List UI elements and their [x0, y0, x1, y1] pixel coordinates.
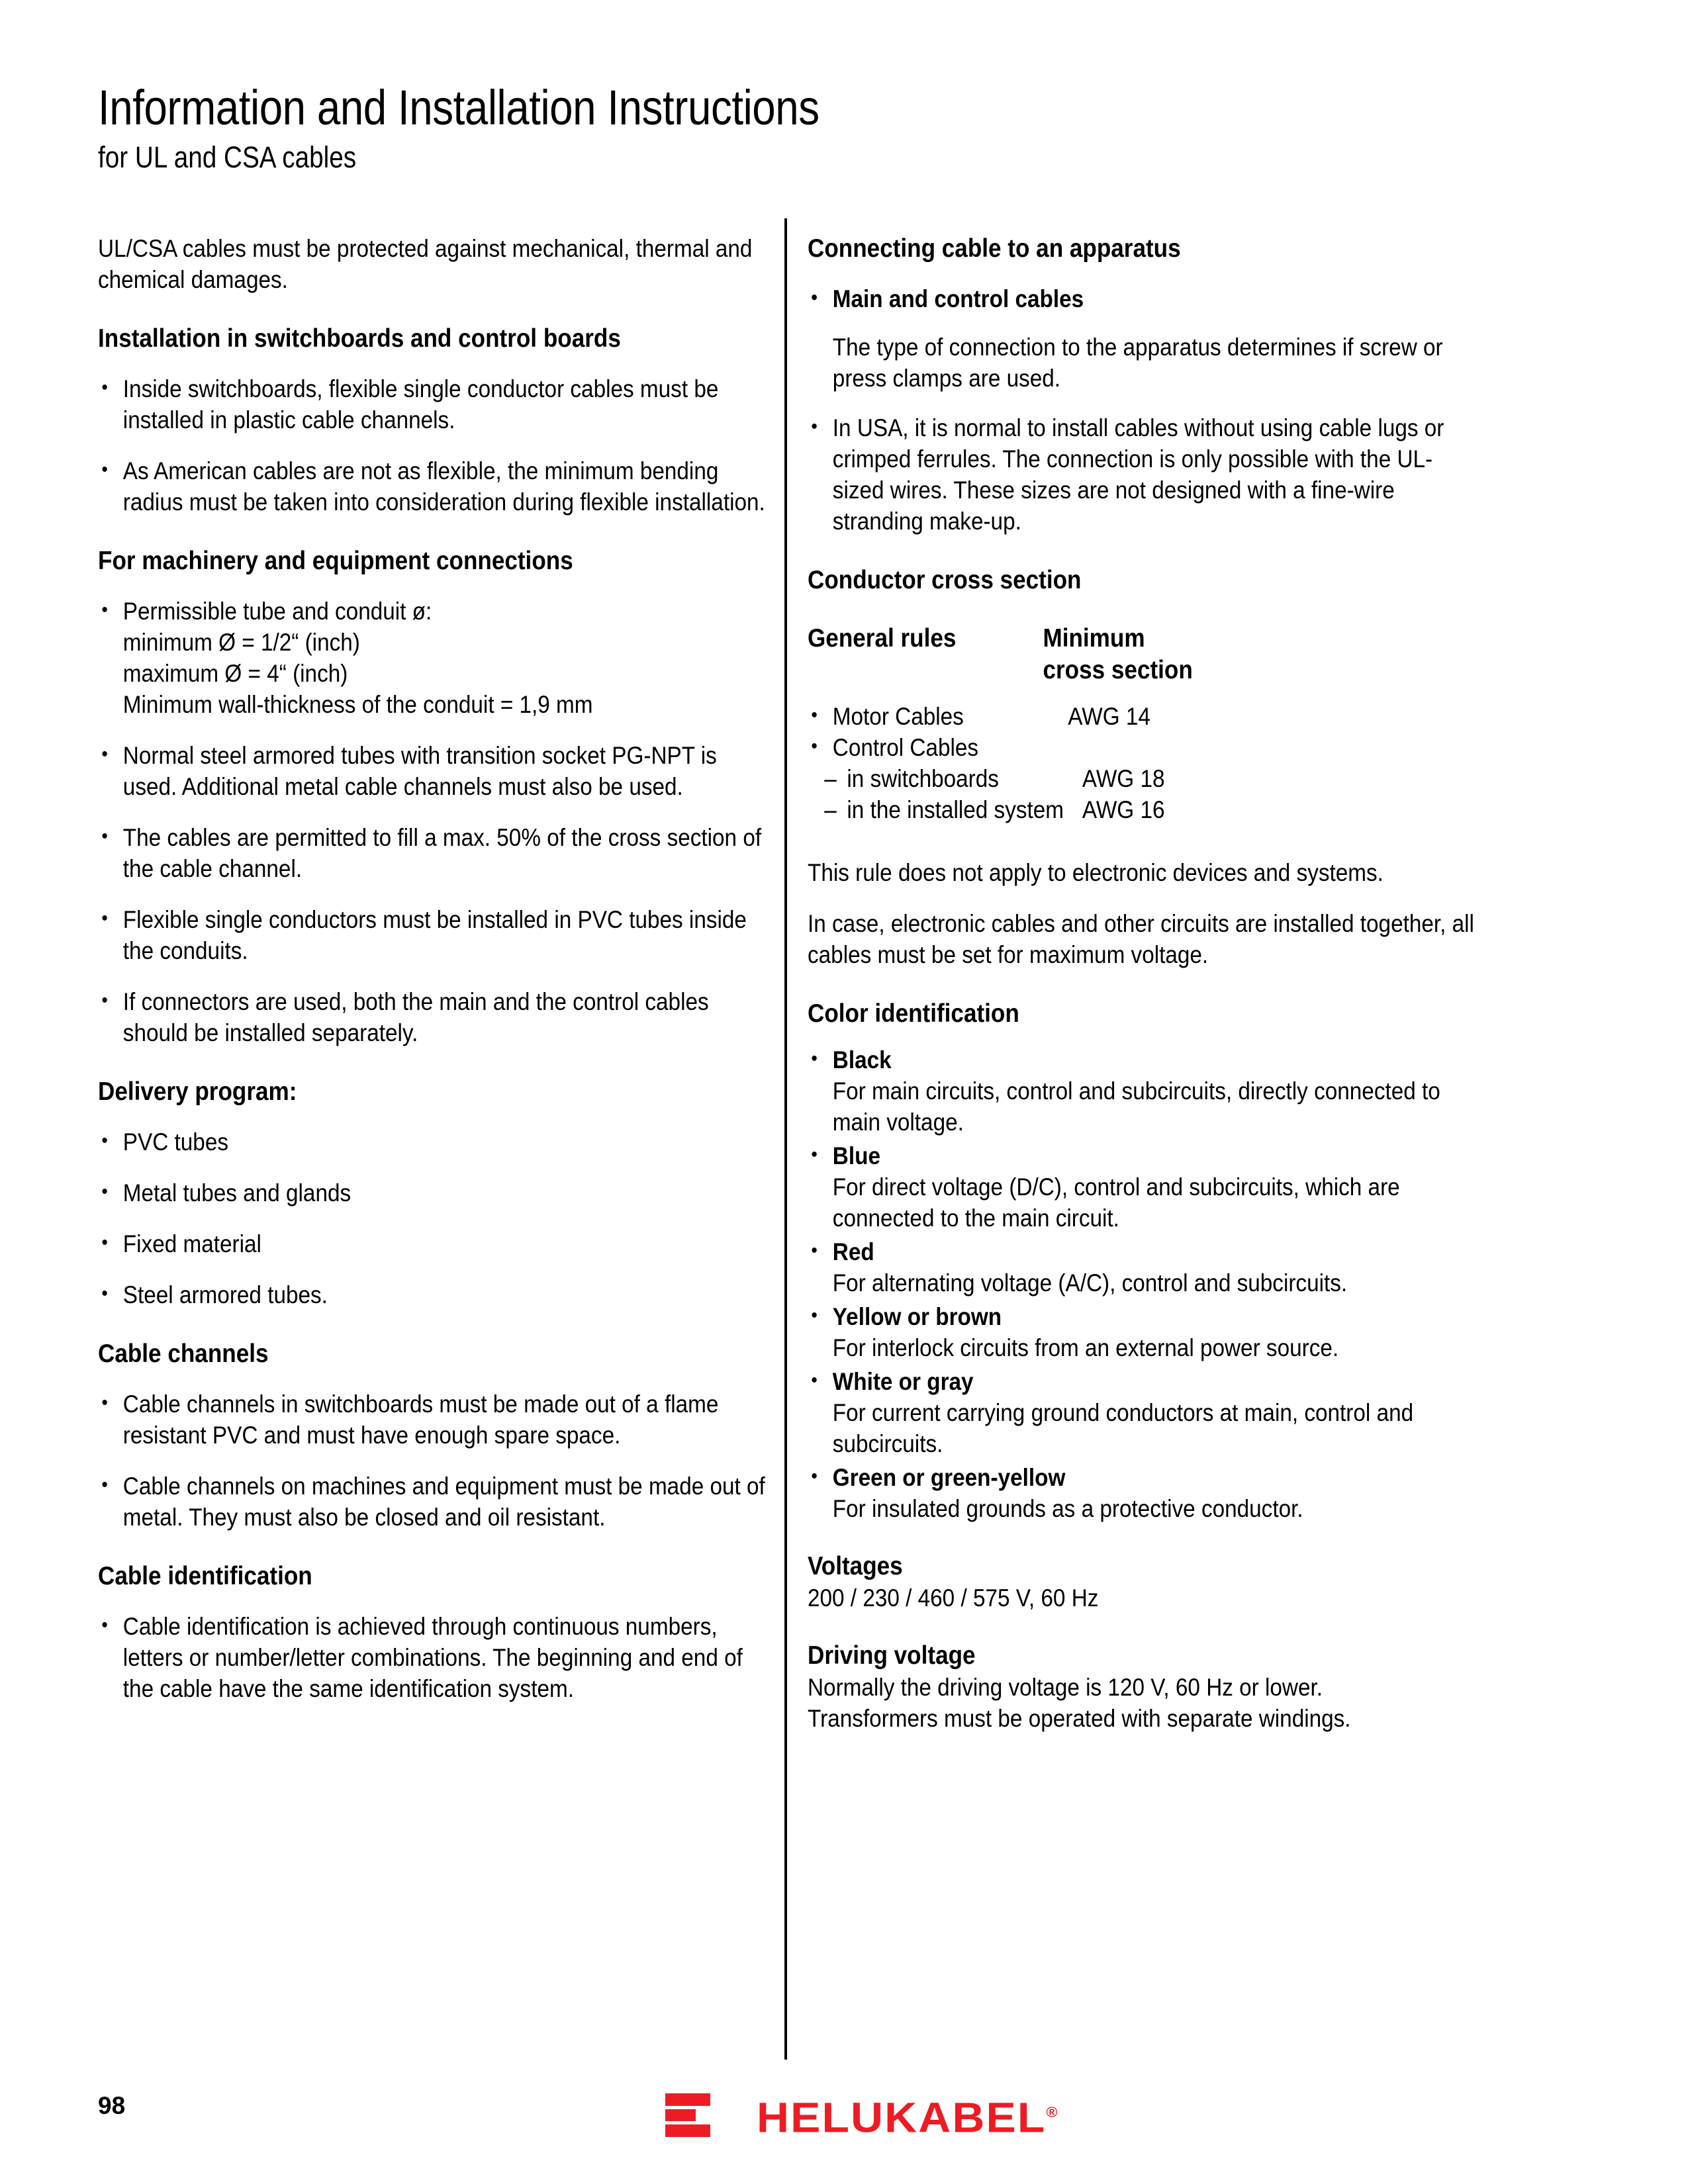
list-item: • If connectors are used, both the main and the control cables should be installed separately. [98, 986, 767, 1048]
list-item: • Fixed material [98, 1228, 767, 1259]
list-item: • Cable channels in switchboards must be made out of a flame resistant PVC and must have enough spare space. [98, 1388, 767, 1451]
brand-wordmark [757, 2091, 1058, 2142]
table-row [808, 763, 1476, 794]
list-item [808, 1044, 1476, 1138]
section-heading: Voltages [808, 1552, 903, 1580]
row-label: – in the installed system [808, 794, 1082, 825]
left-column [98, 233, 767, 1704]
row-label: – in switchboards [808, 763, 1082, 794]
column-header-minimum-cross-section [1043, 623, 1193, 686]
row-value: AWG 18 [1082, 765, 1165, 792]
registered-trademark-icon: ® [1046, 2104, 1058, 2121]
intro-paragraph: UL/CSA cables must be protected against mechanical, thermal and chemical damages. [98, 235, 753, 293]
section-heading: Cable identification [98, 1562, 312, 1590]
section-heading: For machinery and equipment connections [98, 547, 573, 575]
conduit-max-diameter: maximum Ø = 4“ (inch) [122, 660, 348, 687]
section-heading: Delivery program: [98, 1077, 297, 1106]
driving-voltage-line-2: Transformers must be operated with separate windings. [808, 1705, 1351, 1732]
section-cable-identification [98, 1561, 767, 1704]
voltages-value: 200 / 230 / 460 / 575 V, 60 Hz [808, 1584, 1099, 1612]
section-heading: Cable channels [98, 1340, 269, 1368]
helukabel-logo [665, 2090, 1058, 2142]
section-color-identification [808, 998, 1476, 1524]
color-description: For insulated grounds as a protective conductor. [832, 1495, 1303, 1522]
list-item: • In USA, it is normal to install cables without using cable lugs or crimped ferrules. The connection is only possible with the UL-sized wires. These sizes are not designed with a fine-wire stranding make-up. [808, 412, 1476, 537]
list-item: • Main and control cables [808, 283, 1476, 314]
bullet-list [98, 1126, 767, 1310]
list-item [808, 1366, 1476, 1459]
list-item: • PVC tubes [98, 1126, 767, 1158]
section-machinery-connections [98, 545, 767, 1048]
color-name: • Yellow or brown [832, 1303, 1002, 1330]
mark-bar-bottom [665, 2124, 710, 2137]
row-label: • Motor Cables [808, 701, 1068, 732]
section-driving-voltage [808, 1640, 1476, 1734]
section-heading: Conductor cross section [808, 566, 1082, 594]
color-description: For alternating voltage (A/C), control and subcircuits. [832, 1269, 1348, 1297]
list-item-label: Permissible tube and conduit ø: [122, 598, 432, 625]
column-divider [784, 218, 787, 2060]
list-item [808, 1236, 1476, 1298]
color-list [808, 1044, 1476, 1524]
table-row [808, 701, 1476, 732]
list-item: • Steel armored tubes. [98, 1279, 767, 1310]
list-item [808, 1140, 1476, 1234]
main-control-cables-body: The type of connection to the apparatus determines if screw or press clamps are used. [832, 334, 1443, 392]
header-line-1: Minimum [1043, 624, 1145, 653]
section-heading: Installation in switchboards and control boards [98, 324, 621, 353]
driving-voltage-line-1: Normally the driving voltage is 120 V, 60 Hz or lower. [808, 1674, 1323, 1701]
conduit-min-diameter: minimum Ø = 1/2“ (inch) [122, 629, 360, 656]
helukabel-mark-icon [665, 2093, 710, 2137]
section-connecting-cable [808, 233, 1476, 537]
bullet-list [808, 412, 1476, 537]
bullet-list [98, 1388, 767, 1533]
page-number: 98 [98, 2092, 126, 2119]
page-subtitle: for UL and CSA cables [98, 140, 357, 174]
cross-section-note-2: In case, electronic cables and other circuits are installed together, all cables must be set for maximum voltage. [808, 910, 1474, 968]
section-voltages [808, 1551, 1476, 1614]
row-label: • Control Cables [808, 732, 1068, 763]
color-name: • White or gray [832, 1368, 974, 1395]
color-description: For current carrying ground conductors at main, control and subcircuits. [832, 1399, 1414, 1457]
conduit-wall-thickness: Minimum wall-thickness of the conduit = 1,9 mm [122, 691, 593, 718]
right-column [808, 233, 1476, 1734]
bullet-list [808, 283, 1476, 314]
section-heading: Color identification [808, 999, 1019, 1028]
color-name: • Red [832, 1238, 874, 1265]
color-name: • Green or green-yellow [832, 1464, 1066, 1491]
section-delivery-program [98, 1076, 767, 1310]
section-cable-channels [98, 1338, 767, 1533]
list-item [808, 1462, 1476, 1524]
header-line-2: cross section [1043, 656, 1193, 684]
color-description: For interlock circuits from an external power source. [832, 1334, 1339, 1361]
row-value: AWG 14 [1068, 703, 1150, 730]
list-item: • Inside switchboards, flexible single conductor cables must be installed in plastic cable channels. [98, 373, 767, 435]
mark-bar-middle [665, 2109, 696, 2121]
table-row [808, 732, 1476, 763]
list-item [808, 1301, 1476, 1363]
section-installation-switchboards [98, 323, 767, 518]
spec-table-header [808, 623, 1476, 686]
bullet-list [98, 1611, 767, 1704]
color-description: For direct voltage (D/C), control and subcircuits, which are connected to the main circuit. [832, 1173, 1400, 1232]
list-item [98, 596, 767, 720]
list-item: • As American cables are not as flexible, the minimum bending radius must be taken into consideration during flexible installation. [98, 455, 767, 518]
cross-section-note-1: This rule does not apply to electronic devices and systems. [808, 859, 1383, 886]
section-heading: Connecting cable to an apparatus [808, 234, 1181, 263]
color-name: • Blue [832, 1142, 880, 1169]
section-heading: Driving voltage [808, 1641, 976, 1670]
color-name: • Black [832, 1046, 892, 1073]
mark-bar-top [665, 2093, 710, 2106]
list-item: • Flexible single conductors must be installed in PVC tubes inside the conduits. [98, 904, 767, 966]
section-conductor-cross-section [808, 565, 1476, 970]
list-item: • Cable channels on machines and equipment must be made out of metal. They must also be closed and oil resistant. [98, 1471, 767, 1533]
list-item: • Normal steel armored tubes with transition socket PG-NPT is used. Additional metal cable channels must also be used. [98, 740, 767, 802]
table-row [808, 794, 1476, 825]
bullet-list [98, 596, 767, 1048]
page-header [98, 79, 1554, 176]
bullet-list [98, 373, 767, 518]
brand-name: HELUKABEL [757, 2093, 1047, 2142]
spec-table-rows [808, 701, 1476, 825]
column-header-general-rules: General rules [808, 624, 957, 653]
row-value: AWG 16 [1082, 796, 1165, 823]
list-item: • The cables are permitted to fill a max. 50% of the cross section of the cable channel. [98, 822, 767, 884]
list-item: • Metal tubes and glands [98, 1177, 767, 1208]
page-title: Information and Installation Instructions [98, 80, 820, 135]
color-description: For main circuits, control and subcircuits, directly connected to main voltage. [832, 1077, 1440, 1136]
list-item: • Cable identification is achieved through continuous numbers, letters or number/letter combinations. The beginning and end of the cable have the same identification system. [98, 1611, 767, 1704]
